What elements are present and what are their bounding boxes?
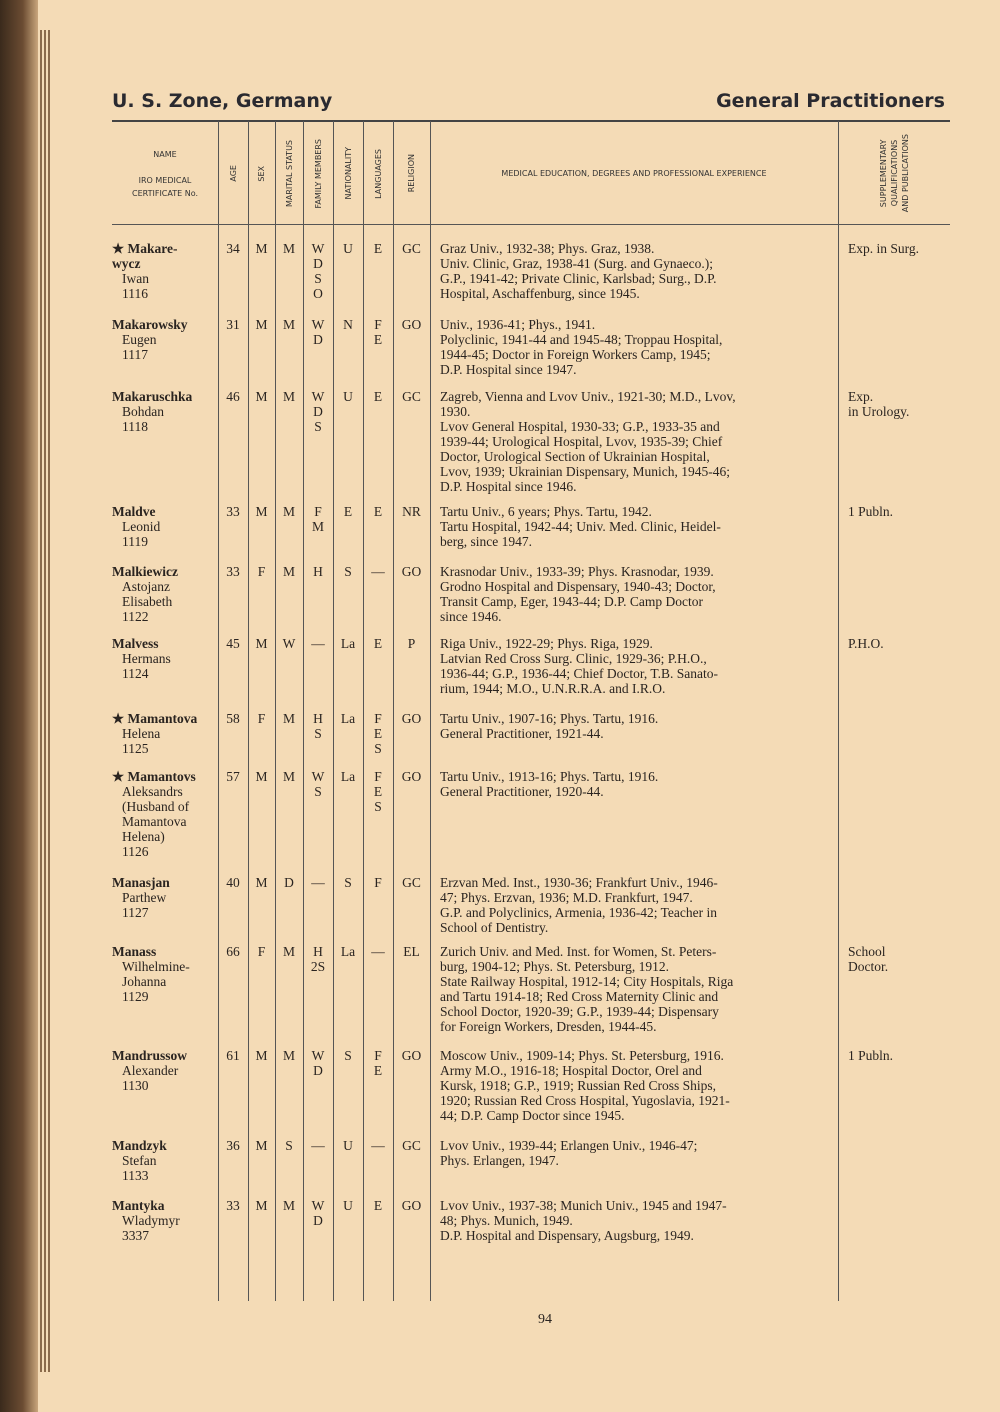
nationality-cell: La (340, 769, 356, 784)
education-cell: Lvov Univ., 1937-38; Munich Univ., 1945 and 1947- 48; Phys. Munich, 1949. D.P. Hospital and Dispensary, Augsburg, 1949. (440, 1198, 727, 1243)
given-name: Eugen (122, 332, 157, 347)
column-divider (218, 121, 219, 1301)
column-divider (333, 121, 334, 1301)
education-cell: Graz Univ., 1932-38; Phys. Graz, 1938. Univ. Clinic, Graz, 1938-41 (Surg. and Gynaeco.); G.P., 1941-42; Private Clinic, Karlsbad; Surg., D.P. Hospital, Aschaffenburg, since 1945. (440, 241, 717, 301)
religion-cell: EL (403, 944, 420, 959)
given-name: Iwan (122, 271, 149, 286)
languages-cell: E (373, 1198, 383, 1213)
name-cell (112, 636, 218, 681)
education-cell: Tartu Univ., 1913-16; Phys. Tartu, 1916. General Practitioner, 1920-44. (440, 769, 659, 799)
table-header-rule (112, 224, 950, 225)
family-cell: W S (311, 769, 325, 799)
religion-cell: GO (401, 711, 422, 726)
marital-cell: M (282, 241, 295, 256)
name-cell (112, 944, 218, 1004)
age-cell: 61 (226, 1048, 240, 1063)
given-name: Wilhelmine- Johanna (122, 959, 190, 989)
marital-cell: M (282, 711, 295, 726)
surname: Manasjan (112, 875, 170, 890)
column-header-religion: RELIGION (407, 154, 416, 193)
given-name: Bohdan (122, 404, 164, 419)
nationality-cell: La (340, 944, 356, 959)
certificate-number: 1116 (122, 286, 148, 301)
book-binding (0, 0, 38, 1412)
given-name: Alexander (122, 1063, 179, 1078)
education-cell: Erzvan Med. Inst., 1930-36; Frankfurt Univ., 1946- 47; Phys. Erzvan, 1936; M.D. Frankfurt, 1947. G.P. and Polyclinics, Armenia, 1936-42; Teacher in School of Dentistry. (440, 875, 718, 935)
name-cell (112, 875, 218, 920)
nationality-cell: La (340, 636, 356, 651)
supplementary-cell: P.H.O. (848, 636, 884, 651)
surname: Manass (112, 944, 157, 959)
nationality-cell: U (343, 1198, 353, 1213)
certificate-number: 1119 (122, 534, 148, 549)
column-header-family-members: FAMILY MEMBERS (313, 138, 323, 209)
education-cell: Tartu Univ., 1907-16; Phys. Tartu, 1916. General Practitioner, 1921-44. (440, 711, 659, 741)
religion-cell: GC (402, 389, 421, 404)
marital-cell: M (282, 1198, 295, 1213)
marital-cell: D (284, 875, 294, 890)
table-top-rule (112, 120, 950, 122)
sex-cell: F (257, 711, 266, 726)
given-name: Stefan (122, 1153, 157, 1168)
given-name: Helena (122, 726, 161, 741)
surname: ★ Makare- wycz (112, 241, 178, 271)
age-cell: 46 (226, 389, 240, 404)
family-cell: F M (311, 504, 324, 534)
name-cell (112, 1048, 218, 1093)
certificate-number: 1130 (122, 1078, 149, 1093)
marital-cell: M (282, 564, 295, 579)
religion-cell: P (407, 636, 416, 651)
languages-cell: E (373, 389, 383, 404)
surname: Maldve (112, 504, 156, 519)
name-cell (112, 711, 218, 756)
sex-cell: M (255, 1198, 268, 1213)
religion-cell: GC (402, 1138, 421, 1153)
marital-cell: M (282, 504, 295, 519)
name-cell (112, 504, 218, 549)
religion-cell: NR (402, 504, 421, 519)
education-cell: Zurich Univ. and Med. Inst. for Women, St. Peters- burg, 1904-12; Phys. St. Petersburg, 1912. State Railway Hospital, 1912-14; City Hospitals, Riga and Tartu 1914-18; Red Cross Maternity Clinic and School Doctor, 1920-39; G.P., 1939-44; Dispensary for Foreign Workers, Dresden, 1944-45. (440, 944, 734, 1034)
given-name: Aleksandrs (Husband of Mamantova Helena) (122, 784, 190, 844)
nationality-cell: S (344, 1048, 352, 1063)
age-cell: 33 (226, 504, 240, 519)
given-name: Parthew (122, 890, 167, 905)
column-divider (393, 121, 394, 1301)
languages-cell: F E (373, 1048, 383, 1078)
page-number: 94 (538, 1312, 552, 1327)
religion-cell: GC (402, 241, 421, 256)
given-name: Hermans (122, 651, 171, 666)
column-header-name: NAME IRO MEDICAL CERTIFICATE No. (131, 149, 199, 198)
education-cell: Riga Univ., 1922-29; Phys. Riga, 1929. Latvian Red Cross Surg. Clinic, 1929-36; P.H.O., 1936-44; G.P., 1936-44; Chief Doctor, T.B. Sanato- rium, 1944; M.O., U.N.R.R.A. and I.R.O. (440, 636, 718, 696)
languages-cell: F E S (373, 711, 383, 756)
age-cell: 40 (226, 875, 240, 890)
name-cell (112, 317, 218, 362)
nationality-cell: U (343, 1138, 353, 1153)
family-cell: — (311, 875, 325, 890)
age-cell: 58 (226, 711, 240, 726)
languages-cell: — (371, 944, 385, 959)
column-divider (248, 121, 249, 1301)
religion-cell: GO (401, 317, 422, 332)
religion-cell: GO (401, 769, 422, 784)
family-cell: W D (311, 317, 325, 347)
religion-cell: GC (402, 875, 421, 890)
marital-cell: M (282, 1048, 295, 1063)
surname: Mandzyk (112, 1138, 167, 1153)
column-header-nationality: NATIONALITY (343, 147, 353, 200)
surname: ★ Mamantovs (112, 769, 196, 784)
nationality-cell: N (343, 317, 353, 332)
family-cell: — (311, 636, 325, 651)
column-header-sex: SEX (257, 165, 266, 182)
certificate-number: 1117 (122, 347, 148, 362)
family-cell: W D S (311, 389, 325, 434)
column-divider (363, 121, 364, 1301)
supplementary-cell: Exp. in Surg. (848, 241, 920, 256)
nationality-cell: La (340, 711, 356, 726)
sex-cell: M (255, 317, 268, 332)
nationality-cell: E (343, 504, 353, 519)
family-cell: — (311, 1138, 325, 1153)
certificate-number: 1125 (122, 741, 149, 756)
certificate-number: 3337 (122, 1228, 149, 1243)
name-cell (112, 564, 218, 624)
sex-cell: M (255, 636, 268, 651)
name-cell (112, 1198, 218, 1243)
surname: Malkiewicz (112, 564, 178, 579)
languages-cell: F E (373, 317, 383, 347)
age-cell: 66 (226, 944, 240, 959)
nationality-cell: U (343, 389, 353, 404)
marital-cell: M (282, 769, 295, 784)
age-cell: 33 (226, 564, 240, 579)
languages-cell: — (371, 564, 385, 579)
sex-cell: M (255, 504, 268, 519)
page-edge (48, 30, 50, 1372)
nationality-cell: S (344, 875, 352, 890)
given-name: Wladymyr (122, 1213, 180, 1228)
certificate-number: 1124 (122, 666, 149, 681)
page-edge (40, 30, 42, 1372)
column-header-age: AGE (228, 165, 238, 182)
marital-cell: W (282, 636, 296, 651)
family-cell: H (313, 564, 323, 579)
nationality-cell: U (343, 241, 353, 256)
certificate-number: 1129 (122, 989, 149, 1004)
page-edge (44, 30, 46, 1372)
name-cell (112, 241, 218, 301)
religion-cell: GO (401, 1198, 422, 1213)
age-cell: 45 (226, 636, 240, 651)
supplementary-cell: 1 Publn. (848, 504, 894, 519)
supplementary-cell: School Doctor. (848, 944, 889, 974)
sex-cell: M (255, 875, 268, 890)
running-header-left: U. S. Zone, Germany (112, 90, 333, 112)
column-divider (275, 121, 276, 1301)
languages-cell: E (373, 636, 383, 651)
column-header-education: MEDICAL EDUCATION, DEGREES AND PROFESSIONAL EXPERIENCE (501, 169, 767, 178)
surname: Makarowsky (112, 317, 188, 332)
languages-cell: F E S (373, 769, 383, 814)
age-cell: 31 (226, 317, 240, 332)
languages-cell: E (373, 241, 383, 256)
languages-cell: E (373, 504, 383, 519)
certificate-number: 1133 (122, 1168, 149, 1183)
sex-cell: F (257, 564, 266, 579)
education-cell: Lvov Univ., 1939-44; Erlangen Univ., 1946-47; Phys. Erlangen, 1947. (440, 1138, 698, 1168)
sex-cell: F (257, 944, 266, 959)
education-cell: Univ., 1936-41; Phys., 1941. Polyclinic, 1941-44 and 1945-48; Troppau Hospital, 1944-45; Doctor in Foreign Workers Camp, 1945; D.P. Hospital since 1947. (440, 317, 723, 377)
sex-cell: M (255, 241, 268, 256)
column-divider (838, 121, 839, 1301)
marital-cell: M (282, 389, 295, 404)
sex-cell: M (255, 1048, 268, 1063)
education-cell: Moscow Univ., 1909-14; Phys. St. Petersburg, 1916. Army M.O., 1916-18; Hospital Doctor, Orel and Kursk, 1918; G.P., 1919; Russian Red Cross Ships, 1920; Russian Red Cross Hospital, Yugoslavia, 1921- 44; D.P. Camp Doctor since 1945. (440, 1048, 730, 1123)
given-name: Astojanz Elisabeth (122, 579, 173, 609)
family-cell: W D S O (311, 241, 325, 301)
surname: Malvess (112, 636, 159, 651)
column-header-supplementary: SUPPLEMENTARY QUALIFICATIONS AND PUBLICATIONS (878, 134, 910, 213)
supplementary-cell: Exp. in Urology. (848, 389, 910, 419)
surname: Mantyka (112, 1198, 165, 1213)
nationality-cell: S (344, 564, 352, 579)
education-cell: Tartu Univ., 6 years; Phys. Tartu, 1942. Tartu Hospital, 1942-44; Univ. Med. Clinic, Heidel- berg, since 1947. (440, 504, 721, 549)
certificate-number: 1118 (122, 419, 148, 434)
languages-cell: F (374, 875, 382, 890)
surname: Makaruschka (112, 389, 193, 404)
family-cell: H S (313, 711, 323, 741)
education-cell: Krasnodar Univ., 1933-39; Phys. Krasnodar, 1939. Grodno Hospital and Dispensary, 1940-43; Doctor, Transit Camp, Eger, 1943-44; D.P. Camp Doctor since 1946. (440, 564, 716, 624)
column-divider (303, 121, 304, 1301)
age-cell: 36 (226, 1138, 240, 1153)
given-name: Leonid (122, 519, 161, 534)
age-cell: 33 (226, 1198, 240, 1213)
marital-cell: M (282, 317, 295, 332)
sex-cell: M (255, 1138, 268, 1153)
certificate-number: 1126 (122, 844, 149, 859)
column-header-marital-status: MARITAL STATUS (284, 139, 294, 208)
religion-cell: GO (401, 1048, 422, 1063)
column-divider (430, 121, 431, 1301)
marital-cell: S (285, 1138, 293, 1153)
name-cell (112, 769, 218, 859)
education-cell: Zagreb, Vienna and Lvov Univ., 1921-30; M.D., Lvov, 1930. Lvov General Hospital, 1930-33; G.P., 1933-35 and 1939-44; Urological Hospital, Lvov, 1935-39; Chief Doctor, Urological Section of Ukrainian Hospital, Lvov, 1939; Ukrainian Dispensary, Munich, 1945-46; D.P. Hospital since 1946. (440, 389, 736, 494)
certificate-number: 1127 (122, 905, 149, 920)
languages-cell: — (371, 1138, 385, 1153)
sex-cell: M (255, 389, 268, 404)
name-cell (112, 389, 218, 434)
age-cell: 57 (226, 769, 240, 784)
family-cell: W D (311, 1198, 325, 1228)
family-cell: W D (311, 1048, 325, 1078)
religion-cell: GO (401, 564, 422, 579)
column-header-languages: LANGUAGES (373, 148, 383, 199)
certificate-number: 1122 (122, 609, 149, 624)
marital-cell: M (282, 944, 295, 959)
name-cell (112, 1138, 218, 1183)
family-cell: H 2S (310, 944, 326, 974)
running-header-right: General Practitioners (716, 90, 945, 112)
surname: ★ Mamantova (112, 711, 198, 726)
surname: Mandrussow (112, 1048, 188, 1063)
supplementary-cell: 1 Publn. (848, 1048, 894, 1063)
age-cell: 34 (226, 241, 240, 256)
sex-cell: M (255, 769, 268, 784)
